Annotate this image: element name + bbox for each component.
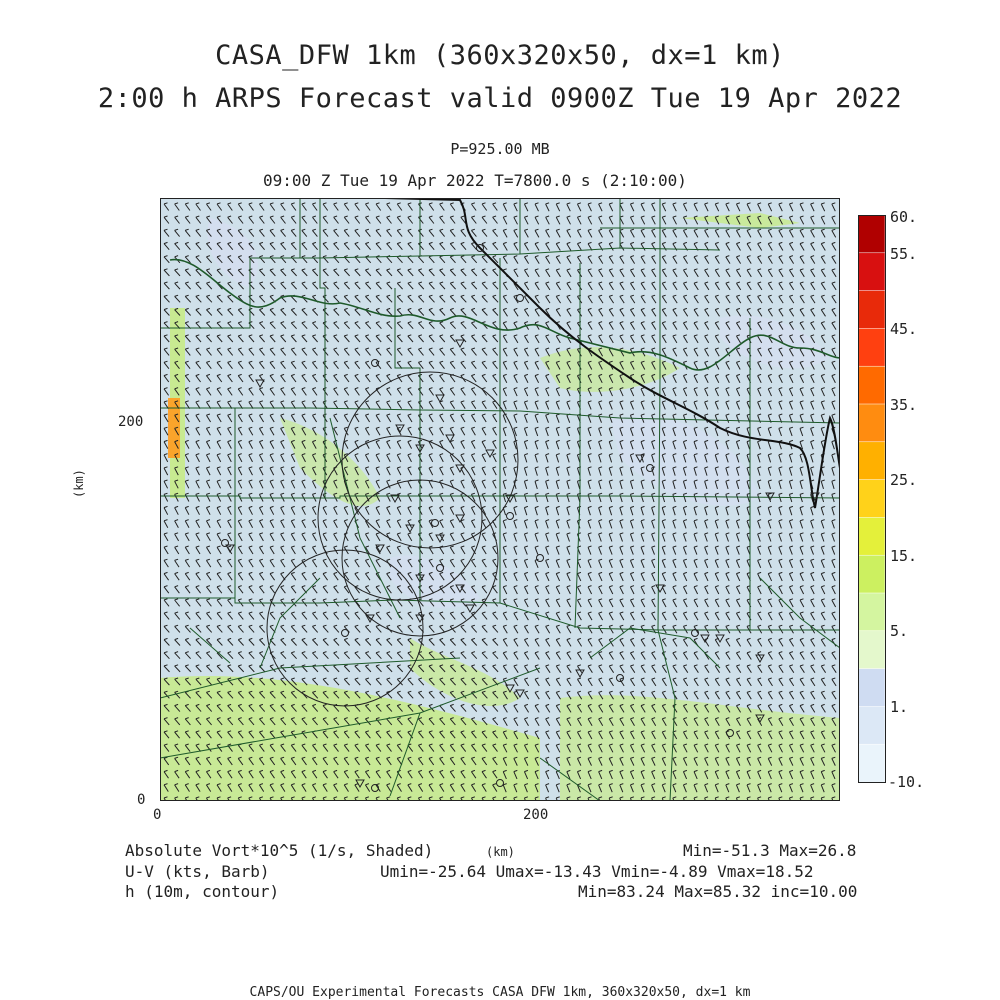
colorbar-label-60: 60. [890,208,918,226]
field1-name: Absolute Vort*10^5 (1/s, Shaded) [125,841,434,860]
colorbar-cells [858,215,885,782]
colorbar-cell [858,442,885,480]
colorbar-label-45: 45. [890,320,918,338]
x-tick-0: 0 [153,807,162,823]
credit-line: CAPS/OU Experimental Forecasts CASA DFW 1km, 360x320x50, dx=1 km [249,985,751,1000]
colorbar-label-15: 15. [890,547,918,565]
y-tick-0: 0 [137,792,146,808]
plot-title-line2: 2:00 h ARPS Forecast valid 0900Z Tue 19 Apr 2022 [97,83,903,114]
colorbar-cell [858,215,885,253]
colorbar-cell [858,631,885,669]
colorbar-label-35: 35. [890,396,918,414]
pressure-level-label: P=925.00 MB [450,140,550,158]
colorbar-cell [858,291,885,329]
valid-time-label: 09:00 Z Tue 19 Apr 2022 T=7800.0 s (2:10:00) [263,171,687,190]
x-tick-200: 200 [523,807,549,823]
colorbar-label-25: 25. [890,471,918,489]
colorbar-cell [858,480,885,518]
colorbar-cell [858,555,885,593]
colorbar-cell [858,517,885,555]
colorbar-label-5: 5. [890,622,909,640]
field2-name: U-V (kts, Barb) [125,862,270,881]
colorbar-cell [858,706,885,744]
colorbar-label-55: 55. [890,245,918,263]
colorbar-cell [858,404,885,442]
field3-range: Min=83.24 Max=85.32 inc=10.00 [578,882,858,901]
field1-range: Min=-51.3 Max=26.8 [683,841,857,860]
field3-name: h (10m, contour) [125,882,280,901]
y-tick-200: 200 [118,414,144,430]
colorbar-label-1: 1. [890,698,909,716]
field2-range: Umin=-25.64 Umax=-13.43 Vmin=-4.89 Vmax=18.52 [380,862,814,881]
colorbar-label-minus10: -10. [888,773,925,791]
plot-title-line1: CASA_DFW 1km (360x320x50, dx=1 km) [215,40,785,71]
colorbar-cell [858,366,885,404]
colorbar-cell [858,328,885,366]
colorbar-cell [858,253,885,291]
forecast-map [160,198,840,801]
x-axis-unit: (km) [486,845,515,859]
colorbar-cell [858,744,885,782]
y-axis-unit: (km) [72,469,86,498]
colorbar-cell [858,669,885,707]
colorbar-cell [858,593,885,631]
